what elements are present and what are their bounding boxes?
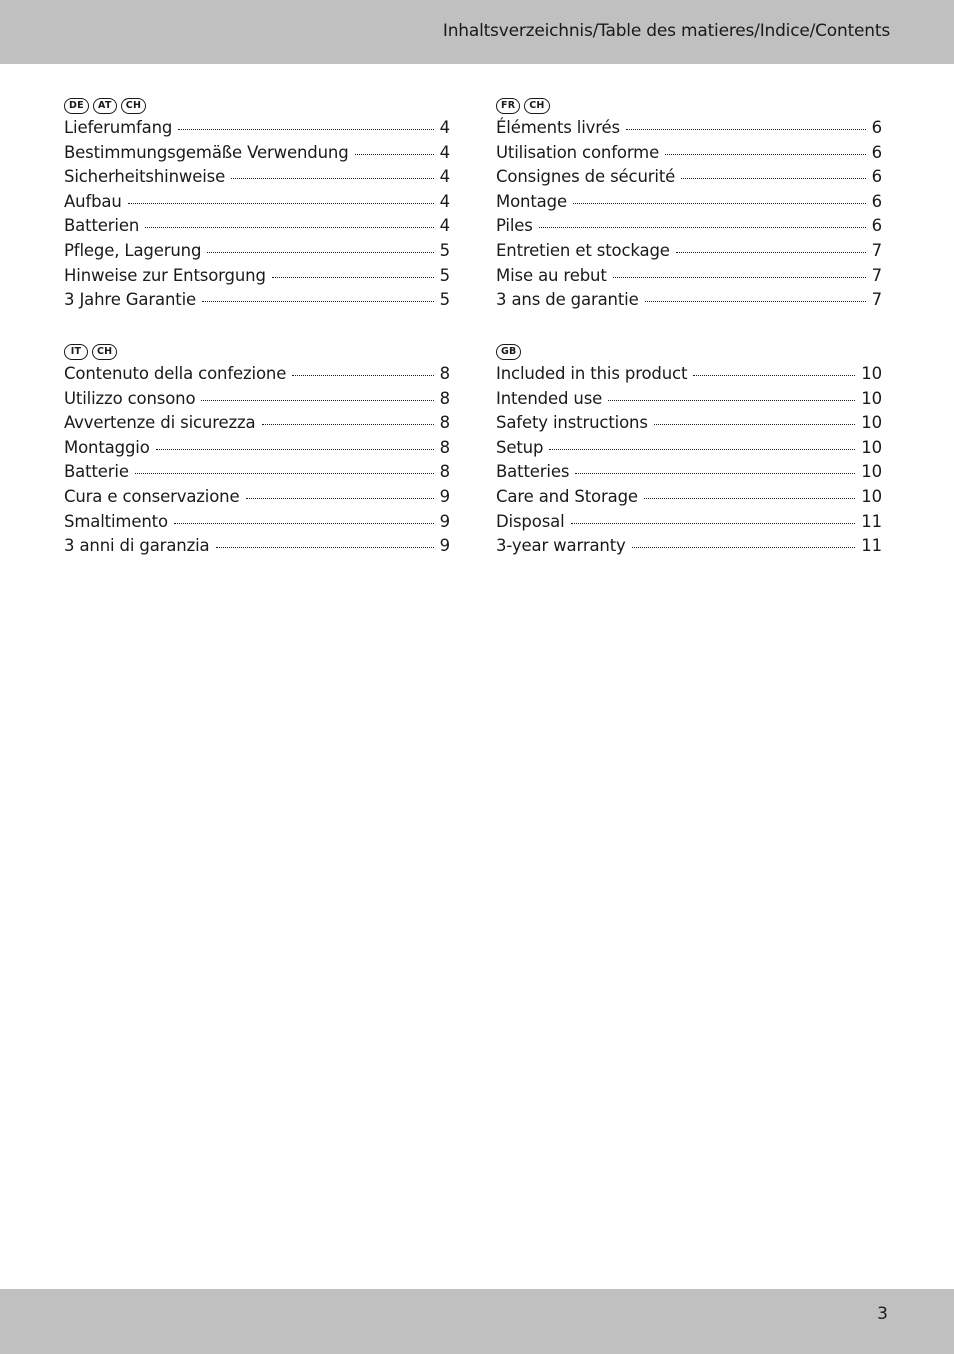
toc-entry-page: 9 [439, 486, 450, 506]
toc-entry-page: 9 [439, 536, 450, 556]
dot-leader [135, 473, 434, 474]
toc-entry[interactable] [64, 364, 450, 389]
toc-entry-label: Éléments livrés [496, 118, 621, 137]
toc-entry-label: Consignes de sécurité [496, 167, 676, 187]
toc-entry[interactable] [64, 512, 450, 537]
toc-list [64, 364, 450, 561]
dot-leader [174, 523, 434, 524]
toc-entry-page: 5 [439, 240, 450, 260]
toc-entry-label: Bestimmungsgemäße Verwendung [64, 142, 349, 162]
toc-entry-page: 4 [439, 191, 450, 211]
toc-entry-label: Safety instructions [496, 413, 648, 433]
dot-leader [573, 203, 866, 204]
toc-entry-page: 10 [861, 437, 882, 457]
toc-entry-page: 4 [439, 118, 450, 137]
header-bar [0, 0, 954, 64]
toc-entry-label: 3 anni di garanzia [64, 536, 210, 556]
toc-entry-label: Montage [496, 191, 567, 211]
toc-entry[interactable] [64, 216, 450, 241]
dot-leader [676, 252, 866, 253]
dot-leader [681, 178, 865, 179]
toc-entry[interactable] [64, 118, 450, 143]
toc-entry-page: 5 [439, 290, 450, 310]
dot-leader [539, 227, 866, 228]
toc-entry[interactable] [496, 462, 882, 487]
toc-entry-label: Batteries [496, 462, 570, 482]
toc-list [64, 118, 450, 315]
dot-leader [156, 449, 434, 450]
toc-entry[interactable] [496, 216, 882, 241]
toc-entry-page: 7 [871, 290, 882, 310]
toc-entry[interactable] [64, 462, 450, 487]
language-badges [64, 95, 450, 117]
toc-entry-label: Entretien et stockage [496, 240, 670, 260]
country-badge-it: IT [64, 344, 88, 360]
toc-entry[interactable] [496, 364, 882, 389]
toc-entry[interactable] [496, 389, 882, 414]
toc-entry-label: Hinweise zur Entsorgung [64, 265, 266, 285]
dot-leader [613, 277, 866, 278]
toc-entry-page: 8 [439, 437, 450, 457]
toc-entry-label: 3-year warranty [496, 536, 626, 556]
toc-entry[interactable] [496, 241, 882, 266]
toc-entry-label: Setup [496, 437, 544, 457]
dot-leader [608, 400, 855, 401]
toc-entry[interactable] [496, 266, 882, 291]
toc-entry-page: 5 [439, 265, 450, 285]
toc-entry-page: 4 [439, 216, 450, 236]
toc-entry-page: 4 [439, 167, 450, 187]
toc-entry-label: Piles [496, 216, 533, 236]
dot-leader [202, 301, 434, 302]
toc-entry[interactable] [64, 266, 450, 291]
toc-entry-label: Sicherheitshinweise [64, 167, 226, 187]
toc-section-de [64, 95, 450, 315]
language-badges [496, 95, 882, 117]
toc-entry[interactable] [496, 487, 882, 512]
toc-entry-label: Avvertenze di sicurezza [64, 413, 256, 433]
dot-leader [216, 547, 434, 548]
dot-leader [201, 400, 433, 401]
toc-entry-page: 10 [861, 413, 882, 433]
dot-leader [632, 547, 856, 548]
page-title: Inhaltsverzeichnis/Table des matieres/Indice/Contents [442, 21, 890, 41]
toc-entry-page: 8 [439, 413, 450, 433]
toc-entry[interactable] [64, 167, 450, 192]
toc-entry[interactable] [496, 143, 882, 168]
toc-entry-page: 11 [861, 536, 882, 556]
toc-entry[interactable] [496, 192, 882, 217]
toc-entry-label: Pflege, Lagerung [64, 240, 202, 260]
footer-bar [0, 1289, 954, 1354]
toc-entry-page: 6 [871, 118, 882, 137]
country-badge-ch: CH [524, 98, 549, 114]
dot-leader [571, 523, 856, 524]
toc-entry-label: Included in this product [496, 364, 688, 383]
toc-entry[interactable] [64, 143, 450, 168]
toc-entry[interactable] [64, 389, 450, 414]
toc-entry[interactable] [496, 536, 882, 561]
toc-entry-page: 10 [861, 388, 882, 408]
dot-leader [575, 473, 855, 474]
toc-entry-label: 3 ans de garantie [496, 290, 639, 310]
country-badge-de: DE [64, 98, 89, 114]
dot-leader [145, 227, 433, 228]
toc-entry[interactable] [64, 438, 450, 463]
dot-leader [178, 129, 433, 130]
toc-entry-page: 8 [439, 462, 450, 482]
dot-leader [272, 277, 434, 278]
toc-entry[interactable] [64, 487, 450, 512]
toc-entry-label: Montaggio [64, 437, 150, 457]
country-badge-gb: GB [496, 344, 521, 360]
toc-entry[interactable] [64, 192, 450, 217]
language-badges [64, 341, 450, 363]
toc-entry[interactable] [496, 413, 882, 438]
country-badge-ch: CH [121, 98, 146, 114]
language-badges [496, 341, 882, 363]
country-badge-fr: FR [496, 98, 520, 114]
toc-entry-page: 6 [871, 216, 882, 236]
country-badge-ch: CH [92, 344, 117, 360]
toc-entry-label: Intended use [496, 388, 603, 408]
dot-leader [654, 424, 855, 425]
toc-entry-page: 7 [871, 265, 882, 285]
toc-entry-page: 6 [871, 191, 882, 211]
dot-leader [262, 424, 434, 425]
dot-leader [665, 154, 866, 155]
toc-list [496, 118, 882, 315]
dot-leader [246, 498, 434, 499]
dot-leader [128, 203, 434, 204]
toc-entry-label: Aufbau [64, 191, 122, 211]
toc-entry-label: Lieferumfang [64, 118, 173, 137]
toc-entry-page: 6 [871, 142, 882, 162]
toc-entry[interactable] [64, 290, 450, 315]
toc-list [496, 364, 882, 561]
toc-entry-page: 11 [861, 511, 882, 531]
toc-entry-label: Contenuto della confezione [64, 364, 287, 383]
toc-entry-label: Utilisation conforme [496, 142, 660, 162]
toc-section-gb [496, 341, 882, 561]
dot-leader [549, 449, 855, 450]
toc-section-it [64, 341, 450, 561]
toc-entry[interactable] [496, 512, 882, 537]
toc-entry-page: 8 [439, 388, 450, 408]
toc-entry-label: Batterien [64, 216, 140, 236]
toc-entry-label: Care and Storage [496, 486, 638, 506]
dot-leader [231, 178, 434, 179]
toc-entry-label: Disposal [496, 511, 565, 531]
toc-entry[interactable] [496, 167, 882, 192]
toc-entry-page: 10 [861, 364, 882, 383]
page-number: 3 [877, 1304, 888, 1324]
toc-entry[interactable] [64, 536, 450, 561]
toc-entry-page: 10 [861, 486, 882, 506]
toc-entry-page: 4 [439, 142, 450, 162]
dot-leader [292, 375, 433, 376]
toc-entry-page: 9 [439, 511, 450, 531]
toc-entry-page: 8 [439, 364, 450, 383]
toc-section-fr [496, 95, 882, 315]
toc-entry[interactable] [496, 438, 882, 463]
toc-entry-page: 7 [871, 240, 882, 260]
toc-entry-label: Cura e conservazione [64, 486, 240, 506]
toc-entry-page: 6 [871, 167, 882, 187]
toc-entry-label: 3 Jahre Garantie [64, 290, 197, 310]
toc-entry[interactable] [496, 290, 882, 315]
dot-leader [693, 375, 855, 376]
toc-entry-label: Smaltimento [64, 511, 168, 531]
dot-leader [207, 252, 433, 253]
toc-entry-page: 10 [861, 462, 882, 482]
dot-leader [626, 129, 866, 130]
toc-entry[interactable] [64, 241, 450, 266]
toc-entry-label: Mise au rebut [496, 265, 607, 285]
toc-entry[interactable] [64, 413, 450, 438]
dot-leader [644, 498, 855, 499]
dot-leader [355, 154, 434, 155]
toc-entry-label: Batterie [64, 462, 129, 482]
dot-leader [645, 301, 866, 302]
country-badge-at: AT [93, 98, 117, 114]
toc-entry[interactable] [496, 118, 882, 143]
toc-entry-label: Utilizzo consono [64, 388, 196, 408]
